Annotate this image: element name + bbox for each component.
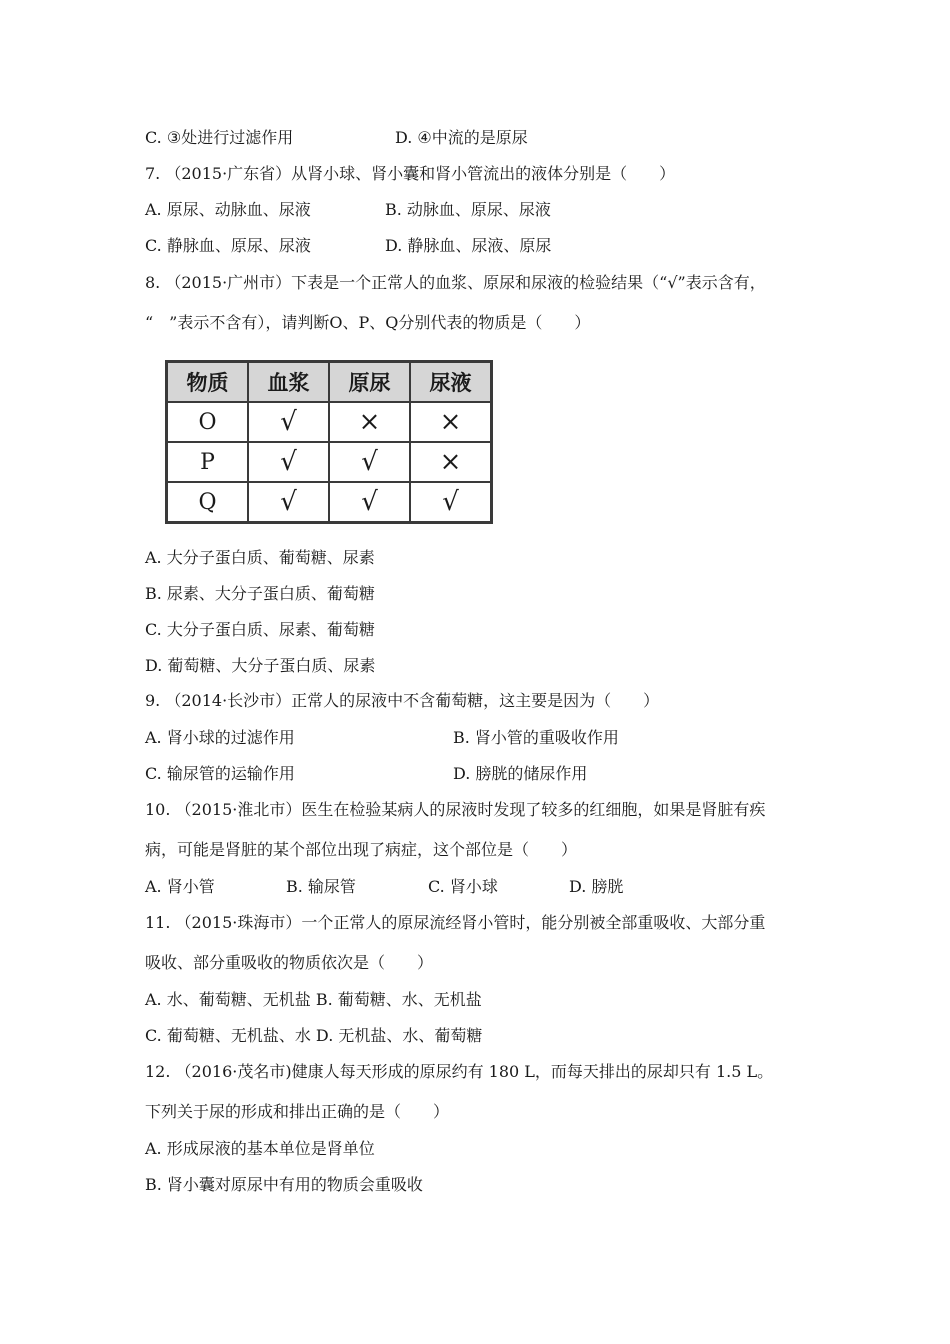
question-8-line1: 8. （2015·广州市）下表是一个正常人的血浆、原尿和尿液的检验结果（“√”表示含有，	[145, 273, 766, 292]
question-10-line1: 10. （2015·淮北市）医生在检验某病人的尿液时发现了较多的红细胞，如果是肾脏有疾	[145, 800, 766, 819]
q9-option-d: D. 膀胱的储尿作用	[453, 764, 588, 783]
question-12-line2: 下列关于尿的形成和排出正确的是（ ）	[145, 1102, 450, 1121]
question-9: 9. （2014·长沙市）正常人的尿液中不含葡萄糖，这主要是因为（ ）	[145, 691, 660, 710]
q11-options-cd: C. 葡萄糖、无机盐、水 D. 无机盐、水、葡萄糖	[145, 1026, 483, 1045]
q8-option-c: C. 大分子蛋白质、尿素、葡萄糖	[145, 620, 375, 639]
table-cell: ×	[329, 402, 410, 442]
table-cell: √	[248, 442, 329, 482]
q10-option-d: D. 膀胱	[569, 877, 624, 896]
table-cell: ×	[410, 442, 492, 482]
q7-option-c: C. 静脉血、原尿、尿液	[145, 236, 311, 255]
table-header-cell: 物质	[167, 362, 249, 403]
table-cell: Q	[167, 482, 249, 523]
question-11-line2: 吸收、部分重吸收的物质依次是（ ）	[145, 953, 434, 972]
q11-options-ab: A. 水、葡萄糖、无机盐 B. 葡萄糖、水、无机盐	[145, 990, 482, 1009]
substance-table	[165, 360, 493, 524]
q9-option-c: C. 输尿管的运输作用	[145, 764, 295, 783]
q8-option-a: A. 大分子蛋白质、葡萄糖、尿素	[145, 548, 375, 567]
table-cell: √	[248, 402, 329, 442]
table-cell: √	[248, 482, 329, 523]
q6-option-c: C. ③处进行过滤作用	[145, 128, 294, 147]
q10-option-b: B. 输尿管	[286, 877, 356, 896]
table-header-cell: 尿液	[410, 362, 492, 403]
table-row	[167, 402, 492, 442]
q8-option-d: D. 葡萄糖、大分子蛋白质、尿素	[145, 656, 376, 675]
question-7: 7. （2015·广东省）从肾小球、肾小囊和肾小管流出的液体分别是（ ）	[145, 164, 676, 183]
table-header-row	[167, 362, 492, 403]
table-header-cell: 血浆	[248, 362, 329, 403]
table-header-cell: 原尿	[329, 362, 410, 403]
question-11-line1: 11. （2015·珠海市）一个正常人的原尿流经肾小管时，能分别被全部重吸收、大部分重	[145, 913, 766, 932]
q10-option-a: A. 肾小管	[145, 877, 215, 896]
question-12-line1: 12. （2016·茂名市)健康人每天形成的原尿约有 180 L，而每天排出的尿却只有 1.5 L。	[145, 1062, 774, 1081]
table-row	[167, 442, 492, 482]
table-cell: ×	[410, 402, 492, 442]
q6-option-d: D. ④中流的是原尿	[395, 128, 528, 147]
q12-option-a: A. 形成尿液的基本单位是肾单位	[145, 1139, 375, 1158]
q10-option-c: C. 肾小球	[428, 877, 498, 896]
table-cell: O	[167, 402, 249, 442]
q8-option-b: B. 尿素、大分子蛋白质、葡萄糖	[145, 584, 375, 603]
question-10-line2: 病，可能是肾脏的某个部位出现了病症，这个部位是（ ）	[145, 840, 578, 859]
table-cell: P	[167, 442, 249, 482]
q7-option-b: B. 动脉血、原尿、尿液	[385, 200, 551, 219]
q7-option-d: D. 静脉血、尿液、原尿	[385, 236, 552, 255]
table-cell: √	[329, 482, 410, 523]
table-row	[167, 482, 492, 523]
table-cell: √	[410, 482, 492, 523]
q9-option-b: B. 肾小管的重吸收作用	[453, 728, 619, 747]
question-8-line2: “ ”表示不含有），请判断O、P、Q分别代表的物质是（ ）	[145, 313, 591, 332]
table-cell: √	[329, 442, 410, 482]
q7-option-a: A. 原尿、动脉血、尿液	[145, 200, 311, 219]
q12-option-b: B. 肾小囊对原尿中有用的物质会重吸收	[145, 1175, 423, 1194]
q9-option-a: A. 肾小球的过滤作用	[145, 728, 295, 747]
